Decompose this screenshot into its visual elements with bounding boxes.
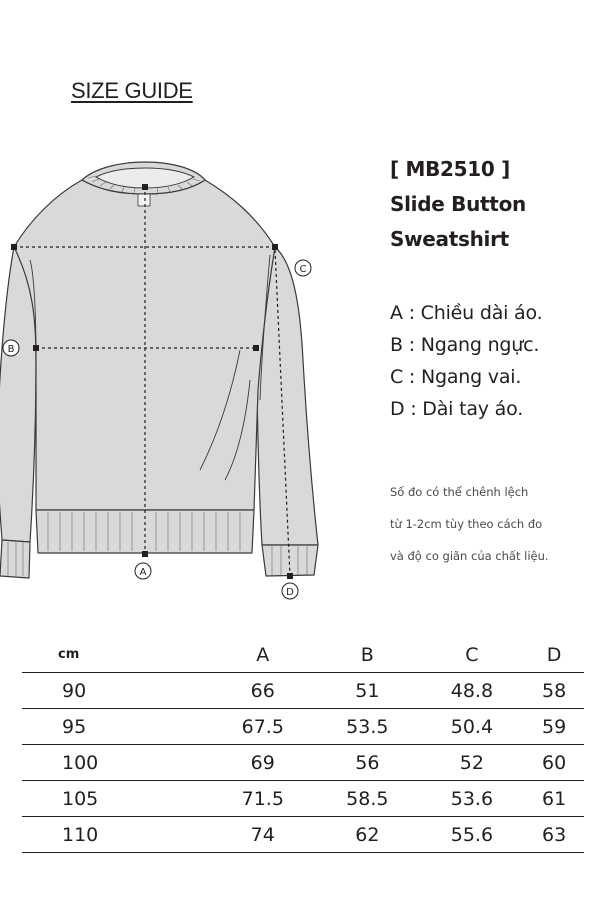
page-title: SIZE GUIDE	[71, 78, 193, 103]
note-line: và độ co giãn của chất liệu.	[390, 549, 549, 563]
column-header-cm: cm	[22, 637, 210, 673]
table-row	[22, 781, 584, 817]
product-name-line2: Sweatshirt	[390, 227, 509, 251]
value-cell: 62	[315, 817, 420, 853]
legend-item-d: D : Dài tay áo.	[390, 398, 524, 420]
size-cell: 100	[22, 745, 210, 781]
note-line: Số đo có thể chênh lệch	[390, 485, 529, 499]
column-header-b: B	[315, 637, 420, 673]
marker-c: C	[299, 264, 307, 275]
value-cell: 52	[420, 745, 525, 781]
marker-d: D	[286, 587, 294, 598]
value-cell: 51	[315, 673, 420, 709]
legend-item-b: B : Ngang ngực.	[390, 334, 540, 356]
table-header-row	[22, 637, 584, 673]
measurement-note	[390, 476, 549, 572]
value-cell: 67.5	[210, 709, 315, 745]
value-cell: 58.5	[315, 781, 420, 817]
right-cuff	[262, 545, 318, 576]
value-cell: 69	[210, 745, 315, 781]
value-cell: 53.6	[420, 781, 525, 817]
left-cuff	[0, 540, 30, 578]
column-header-a: A	[210, 637, 315, 673]
measurement-legend	[390, 297, 542, 425]
table-row	[22, 673, 584, 709]
value-cell: 55.6	[420, 817, 525, 853]
product-info	[390, 152, 526, 257]
value-cell: 59	[524, 709, 584, 745]
note-line: từ 1-2cm tùy theo cách đo	[390, 517, 543, 531]
legend-item-c: C : Ngang vai.	[390, 366, 522, 388]
value-cell: 50.4	[420, 709, 525, 745]
value-cell: 61	[524, 781, 584, 817]
size-cell: 110	[22, 817, 210, 853]
size-table	[22, 637, 584, 853]
value-cell: 71.5	[210, 781, 315, 817]
value-cell: 63	[524, 817, 584, 853]
value-cell: 48.8	[420, 673, 525, 709]
size-cell: 95	[22, 709, 210, 745]
product-code: [ MB2510 ]	[390, 157, 511, 181]
size-cell: 90	[22, 673, 210, 709]
table-row	[22, 817, 584, 853]
value-cell: 74	[210, 817, 315, 853]
marker-a: A	[139, 567, 147, 578]
value-cell: 56	[315, 745, 420, 781]
value-cell: 66	[210, 673, 315, 709]
table-row	[22, 745, 584, 781]
value-cell: 53.5	[315, 709, 420, 745]
size-cell: 105	[22, 781, 210, 817]
value-cell: 58	[524, 673, 584, 709]
table-row	[22, 709, 584, 745]
value-cell: 60	[524, 745, 584, 781]
column-header-d: D	[524, 637, 584, 673]
column-header-c: C	[420, 637, 525, 673]
product-name-line1: Slide Button	[390, 192, 526, 216]
legend-item-a: A : Chiều dài áo.	[390, 302, 543, 324]
marker-b: B	[7, 344, 15, 355]
